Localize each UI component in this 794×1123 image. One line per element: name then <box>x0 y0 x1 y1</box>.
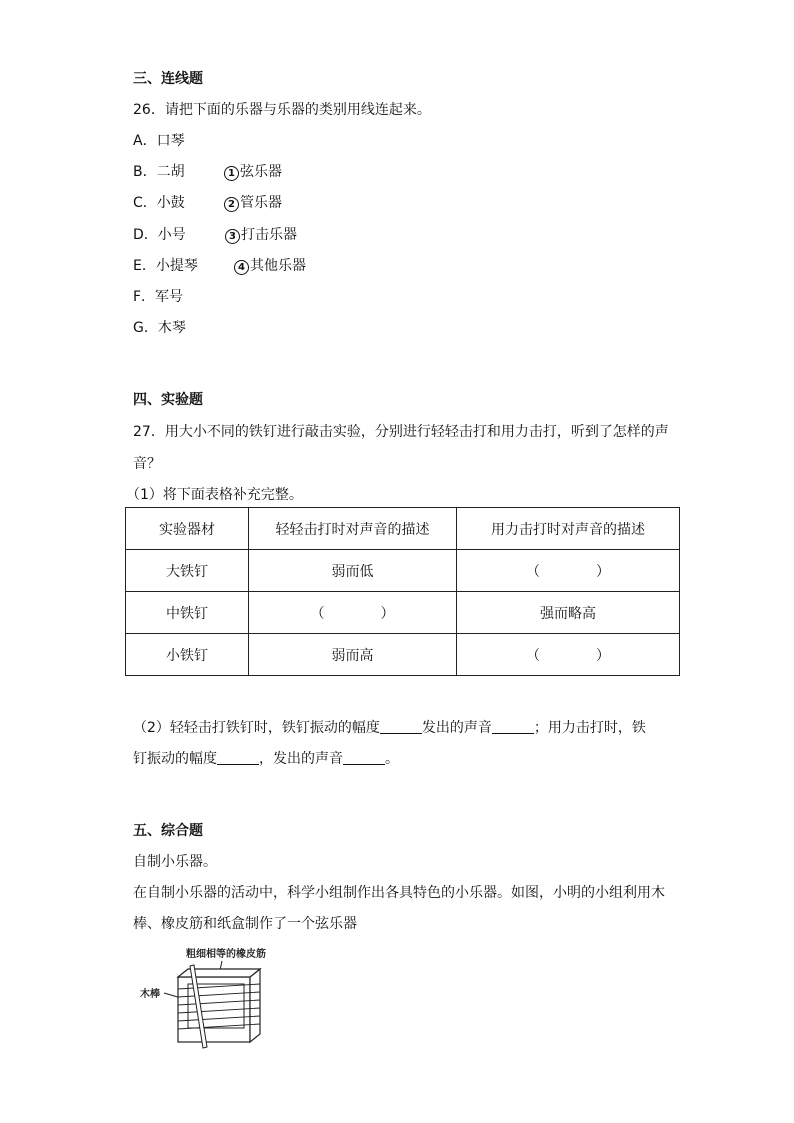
table-header: 实验器材 <box>126 508 249 550</box>
category-2-label: 管乐器 <box>240 195 282 211</box>
figure-label-rubber-bands: 粗细相等的橡皮筋 <box>186 949 266 960</box>
sub2-text: 钉振动的幅度 <box>133 751 217 767</box>
sub-question-2-line2 <box>133 748 399 768</box>
answer-blank[interactable] <box>380 719 422 734</box>
section5-heading: 五、综合题 <box>133 823 203 839</box>
answer-blank-cell[interactable]: （ ） <box>457 550 680 592</box>
section5-text-line1: 在自制小乐器的活动中，科学小组制作出各具特色的小乐器。如图，小明的小组利用木 <box>133 885 665 901</box>
sub2-text: 。 <box>385 751 399 767</box>
sub2-text: ；用力击打时，铁 <box>533 720 646 736</box>
string-instrument-figure <box>138 944 298 1054</box>
experiment-table <box>125 507 680 676</box>
question-26: 26．请把下面的乐器与乐器的类别用线连起来。 <box>133 102 431 118</box>
paper-box-side <box>250 969 260 1042</box>
table-cell: 弱而低 <box>249 550 457 592</box>
table-cell: 小铁钉 <box>126 634 249 676</box>
instrument-f: F．军号 <box>133 289 184 305</box>
answer-blank-cell[interactable]: （ ） <box>249 592 457 634</box>
category-1 <box>224 161 282 181</box>
circled-number-4: 4 <box>234 260 249 275</box>
instrument-e: E．小提琴 <box>133 258 198 274</box>
category-1-label: 弦乐器 <box>240 164 282 180</box>
answer-blank[interactable] <box>217 750 259 765</box>
question-27-line1: 27．用大小不同的铁钉进行敲击实验，分别进行轻轻击打和用力击打，听到了怎样的声 <box>133 424 669 440</box>
table-header: 轻轻击打时对声音的描述 <box>249 508 457 550</box>
instrument-g: G．木琴 <box>133 320 186 336</box>
section4-heading: 四、实验题 <box>133 392 203 408</box>
answer-blank-cell[interactable]: （ ） <box>457 634 680 676</box>
section5-text-line2: 棒、橡皮筋和纸盒制作了一个弦乐器 <box>133 916 357 932</box>
sub-question-2-line1 <box>133 717 646 737</box>
section3-heading: 三、连线题 <box>133 71 203 87</box>
category-3 <box>225 224 297 244</box>
table-row <box>126 550 680 592</box>
table-header-row <box>126 508 680 550</box>
instrument-c: C．小鼓 <box>133 195 185 211</box>
question-27-line2: 音？ <box>133 456 161 472</box>
category-3-label: 打击乐器 <box>241 227 297 243</box>
sub-question-1: （1）将下面表格补充完整。 <box>126 487 303 503</box>
instrument-b: B．二胡 <box>133 164 185 180</box>
table-row <box>126 592 680 634</box>
sub2-text: 发出的声音 <box>421 720 492 736</box>
category-4-label: 其他乐器 <box>250 258 306 274</box>
table-cell: 大铁钉 <box>126 550 249 592</box>
instrument-a: A．口琴 <box>133 133 185 149</box>
figure-label-wooden-stick: 木棒 <box>140 989 160 1000</box>
sub2-text: ，发出的声音 <box>259 751 343 767</box>
section5-title: 自制小乐器。 <box>133 854 217 870</box>
circled-number-3: 3 <box>225 229 240 244</box>
answer-blank[interactable] <box>492 719 534 734</box>
table-cell: 弱而高 <box>249 634 457 676</box>
table-row <box>126 634 680 676</box>
table-cell: 中铁钉 <box>126 592 249 634</box>
instrument-d: D．小号 <box>133 227 186 243</box>
circled-number-2: 2 <box>224 197 239 212</box>
table-header: 用力击打时对声音的描述 <box>457 508 680 550</box>
circled-number-1: 1 <box>224 166 239 181</box>
category-2 <box>224 192 282 212</box>
table-cell: 强而略高 <box>457 592 680 634</box>
sub2-text: （2）轻轻击打铁钉时，铁钉振动的幅度 <box>133 720 380 736</box>
category-4 <box>234 255 306 275</box>
answer-blank[interactable] <box>343 750 385 765</box>
